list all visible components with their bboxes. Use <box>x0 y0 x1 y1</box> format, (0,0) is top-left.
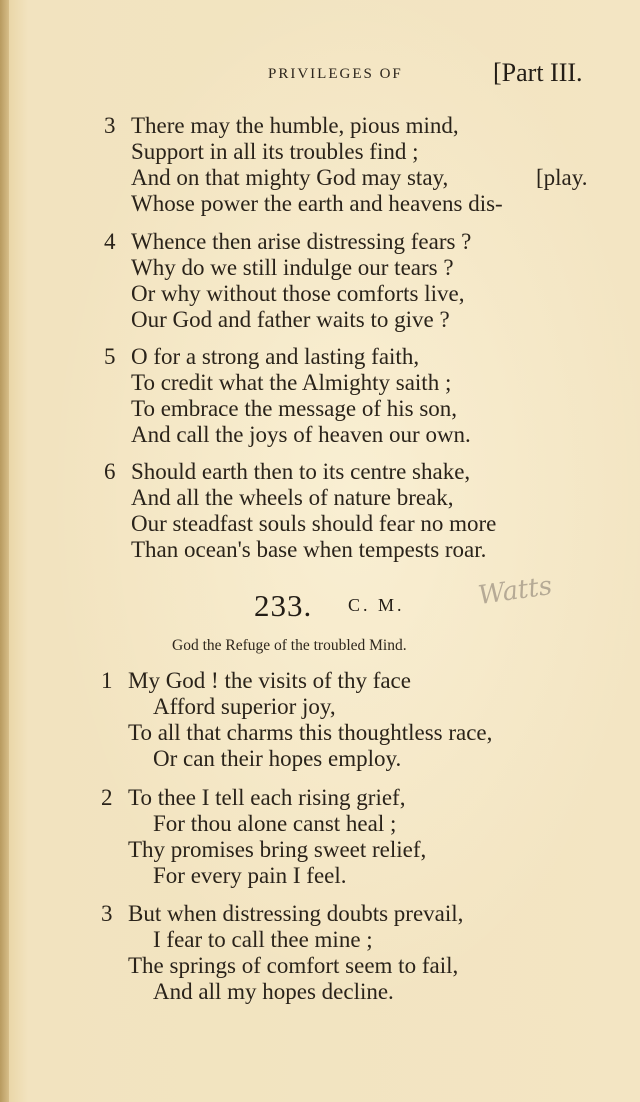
verse-line: Our God and father waits to give ? <box>131 307 450 332</box>
handwritten-annotation: Watts <box>476 570 554 612</box>
verse-line: For every pain I feel. <box>153 863 347 888</box>
stanza-number: 6 <box>104 459 116 484</box>
running-header <box>0 58 640 98</box>
hymn-meter: C. M. <box>348 595 405 615</box>
verse-line: Whose power the earth and heavens dis- <box>131 191 503 216</box>
verse-line: The springs of comfort seem to fail, <box>128 953 459 978</box>
hymn-subtitle: God the Refuge of the troubled Mind. <box>172 637 407 654</box>
stanza-number: 3 <box>101 901 113 926</box>
verse-line: Thy promises bring sweet relief, <box>128 837 427 862</box>
verse-line: And call the joys of heaven our own. <box>131 422 471 447</box>
stanza-number: 2 <box>101 785 113 810</box>
verse-line: Support in all its troubles find ; <box>131 139 419 164</box>
stanza-number: 5 <box>104 344 116 369</box>
verse-line: There may the humble, pious mind, <box>131 113 459 138</box>
stanza-number: 1 <box>101 668 113 693</box>
verse-line: And all my hopes decline. <box>153 979 394 1004</box>
page-spine-edge <box>0 0 9 1102</box>
verse-line: Why do we still indulge our tears ? <box>131 255 454 280</box>
verse-line: Than ocean's base when tempests roar. <box>131 537 487 562</box>
hymn-number: 233. <box>254 588 313 623</box>
verse-line: And all the wheels of nature break, <box>131 485 454 510</box>
verse-line: My God ! the visits of thy face <box>128 668 411 693</box>
verse-line: O for a strong and lasting faith, <box>131 344 420 369</box>
verse-line: To credit what the Almighty saith ; <box>131 370 452 395</box>
verse-line: To thee I tell each rising grief, <box>128 785 406 810</box>
verse-line: Our steadfast souls should fear no more <box>131 511 497 536</box>
verse-line: Should earth then to its centre shake, <box>131 459 471 484</box>
running-title: PRIVILEGES OF <box>268 66 403 82</box>
verse-line: For thou alone canst heal ; <box>153 811 397 836</box>
verse-turnover: [play. <box>536 165 588 190</box>
verse-line: I fear to call thee mine ; <box>153 927 373 952</box>
verse-line: To embrace the message of his son, <box>131 396 458 421</box>
stanza-number: 3 <box>104 113 116 138</box>
verse-line: Or why without those comforts live, <box>131 281 465 306</box>
verse-line: Whence then arise distressing fears ? <box>131 229 472 254</box>
verse-line: To all that charms this thoughtless race, <box>128 720 493 745</box>
part-label: [Part III. <box>493 58 583 87</box>
stanza-number: 4 <box>104 229 116 254</box>
verse-line: Afford superior joy, <box>153 694 336 719</box>
verse-line: And on that mighty God may stay, <box>131 165 449 190</box>
verse-line: But when distressing doubts prevail, <box>128 901 464 926</box>
verse-line: Or can their hopes employ. <box>153 746 402 771</box>
